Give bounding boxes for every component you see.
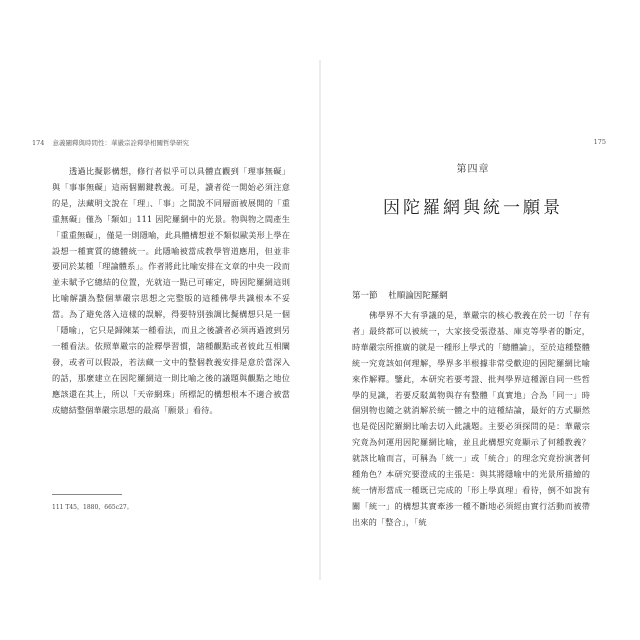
right-paragraph-1: 佛學界不大有爭議的是，華嚴宗的核心教義在於一切「存有者」最終都可以被統一，大家接受張澄基、庫克等學者的斷定，時華嚴宗所推廣的就是一種形上學式的「總體論」，至於這種整體統一究竟該如何理解，學界多半根據非常受歡迎的因陀羅網比喻來作解釋。鑒此，本研究若要考證、批判學界這種源自同一些哲學的見識，若要反駁萬物與存有整體「真實地」合為「同一」時個別物也隨之就消解於統一體之中的這種結論，最好的方式顯然也是從因陀羅網比喻去切入此議題。主要必須探問的是：華嚴宗究竟為何運用因陀羅網比喻，並且此構想究竟顯示了何種教義？就該比喻而言，可稱為「統一」或「統合」的理念究竟扮演著何種角色？本研究要澄成的主張是：與其將隱喻中的光景所描繪的統一情形當成一種既已完成的「形上學真理」看待，倒不如說有關「統一」的構想其實牽涉一種不斷地必須經由實行活動而被帶出來的「整合」，「統: [352, 310, 590, 527]
right-body-text: [352, 308, 590, 531]
section-number: 第一節: [352, 291, 378, 301]
chapter-title: 因陀羅網與統一願景: [383, 198, 563, 218]
section-heading: [352, 289, 448, 301]
footnote-rule: [52, 494, 122, 495]
right-page-number: 175: [593, 138, 606, 146]
right-page: [320, 0, 640, 640]
left-running-head-text: 意義闡釋與時間性：華嚴宗詮釋學相關哲學研究: [52, 139, 189, 147]
footnote: 111 T45，1880，665c27。: [52, 504, 133, 511]
chapter-label: 第四章: [456, 164, 490, 175]
left-page-number: 174: [32, 139, 45, 147]
left-running-head: [32, 138, 189, 147]
left-paragraph-1: 透過比擬影構想，修行者似乎可以具體直觀到「理事無礙」與「事事無礙」這兩個關鍵教義。可是，讀者從一開始必須注意的是，法藏明文說在「理」、「事」之間說不同層面被展開的「重重無礙」僅為「類如」111 因陀羅網中的光景。物與物之間產生「重重無礙」，僅是一則隱喻，此具體構想並不類似歐美形上學在設想一種實質的總體統一。此隱喻被當成教學管道應用，但並非要同於某種「理論體系」。作者將此比喻安排在文章的中央一段而並未賦予它總結的位置，光就這一點已可確定，時因陀羅網這則比喻解讀為整個華嚴宗思想之完整版的這種佛學共識根本不妥當。為了避免落入這樣的誤解，得要特別強調比擬構想只是一個「隱喻」，它只是歸陳某一種看法，而且之後讀者必須再過渡到另一種看法。依照華嚴宗的詮釋學習慣，諸種觀點或者彼此互相闡發，或者可以假設，若法藏一文中的整個教義安排是意於當深入的話，那麼建立在因陀羅網這一則比喻之後的議題與觀點之地位應該還在其上，所以「天帝網珠」所標記的構想根本不適合被當成總結整個華嚴宗思想的最高「願景」看待。: [52, 166, 290, 415]
left-body-text: [52, 164, 290, 419]
section-title: 杜順論因陀羅網: [388, 291, 448, 301]
right-running-head: [594, 138, 606, 146]
